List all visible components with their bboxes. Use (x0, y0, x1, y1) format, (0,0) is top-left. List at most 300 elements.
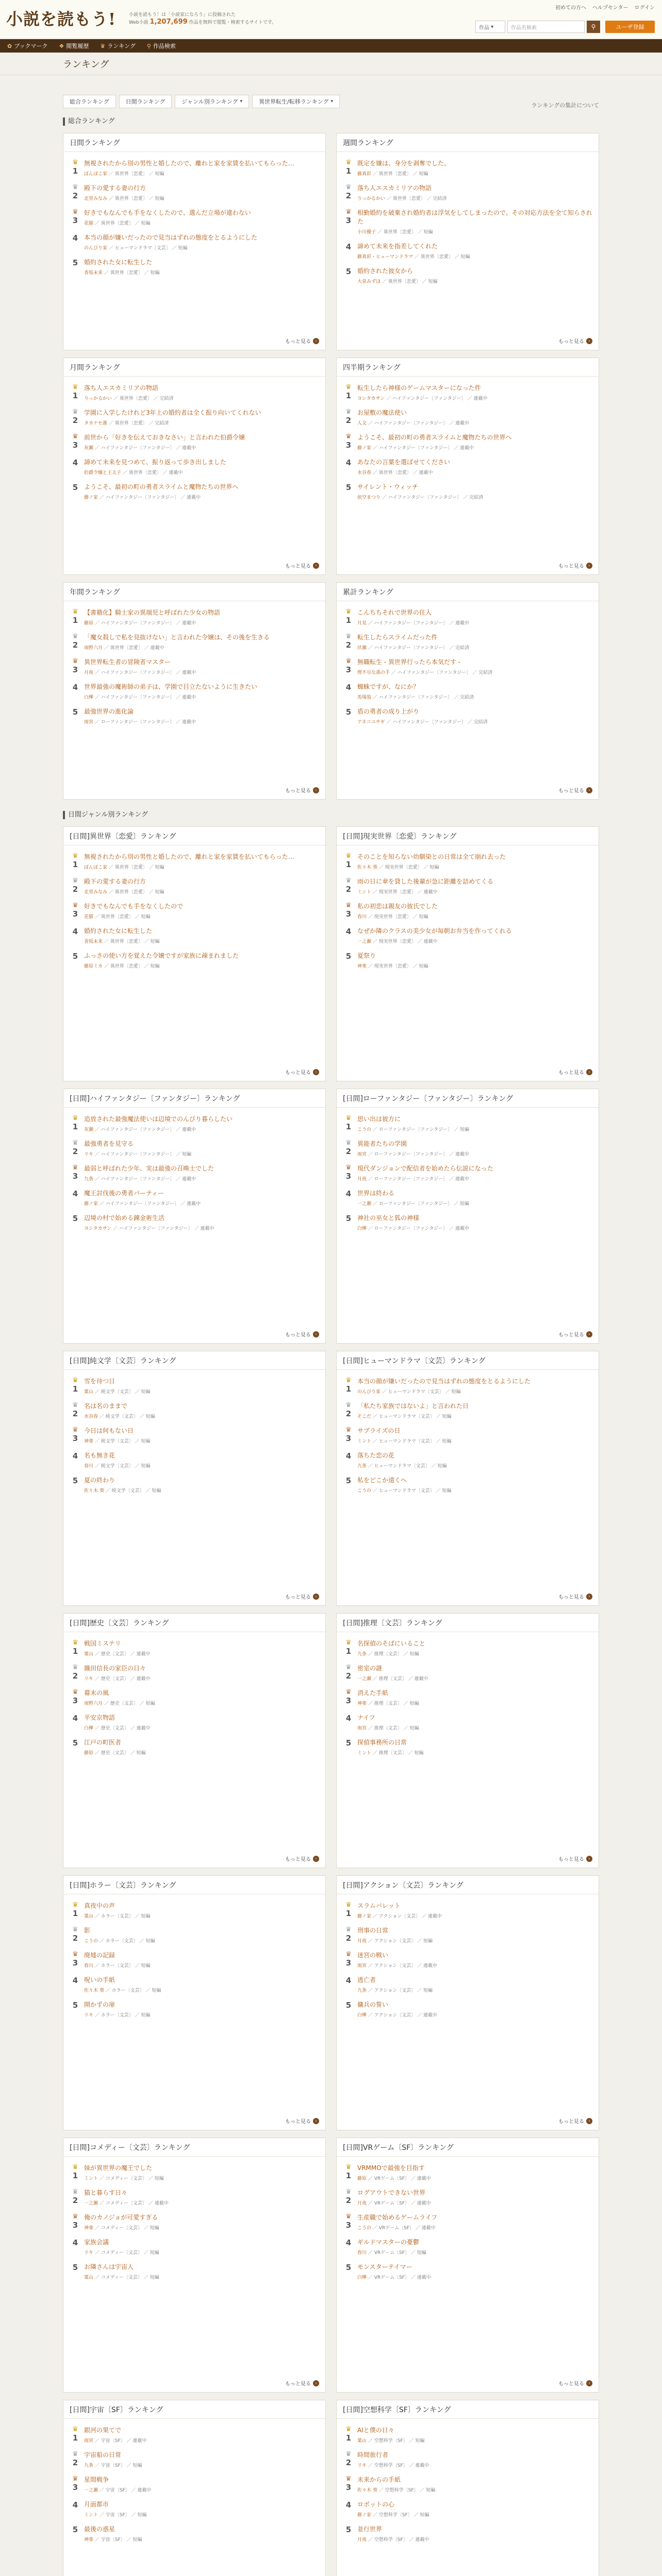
novel-title-link[interactable]: 最後の惑星 (84, 2526, 115, 2533)
novel-title-link[interactable]: 魔王討伐後の勇者パーティー (84, 1190, 164, 1197)
author-link[interactable]: 春川 (84, 1963, 94, 1969)
novel-title-link[interactable]: 夏の終わり (84, 1477, 115, 1484)
more-link[interactable] (285, 1330, 319, 1338)
author-link[interactable]: 藤ノ家 (357, 446, 372, 451)
meta-separator: ／ (112, 396, 120, 401)
author-link[interactable]: 小川優子 (357, 230, 376, 235)
novel-title-link[interactable]: 月面都市 (84, 2501, 109, 2508)
author-link[interactable]: 月夜 (357, 2201, 367, 2206)
novel-title-link[interactable]: 無職転生 - 異世界行ったら本気だす - (357, 658, 461, 666)
author-link[interactable]: 白樺 (84, 1726, 94, 1731)
ranking-card (63, 2400, 326, 2576)
more-link[interactable] (558, 2379, 592, 2387)
author-link[interactable]: リキ (84, 2250, 94, 2256)
nav-search[interactable] (147, 42, 176, 50)
novel-title-link[interactable]: 諦めて未来を見つめて、振り返って歩き出しました (84, 459, 226, 466)
author-link[interactable]: 藤ノ家 (84, 1201, 98, 1207)
author-link[interactable]: ミント (84, 2176, 98, 2181)
novel-title-link[interactable]: 思い出は彼方に (357, 1115, 401, 1123)
meta-separator: ／ (142, 2250, 150, 2256)
meta-separator: ／ (174, 720, 182, 725)
author-link[interactable]: 一之瀬 (84, 2488, 98, 2493)
author-link[interactable]: 雨宮 (357, 1963, 367, 1969)
rank-badge (342, 384, 355, 401)
header-search (475, 21, 600, 33)
novel-title-link[interactable]: 家族会議 (84, 2239, 109, 2246)
novel-title-link[interactable]: 「私たち家族ではないよ」と言われた日 (357, 1402, 469, 1410)
novel-title-link[interactable]: 本当の顔が嫌いだったので見当はずれの態度をとるようにした (357, 1378, 531, 1385)
author-link[interactable]: 伯爵令嬢と王太子 (84, 470, 122, 476)
ranking-entry (63, 1476, 325, 1494)
author-link[interactable]: 佐々木 葵 (84, 1488, 104, 1494)
author-link[interactable]: 香坂未来 (84, 270, 103, 276)
novel-title-link[interactable]: 学園に入学したけれど3年上の婚約者は全く振り向いてくれない (84, 409, 261, 416)
author-link[interactable]: 花猫 (84, 914, 94, 920)
ranking-help-link[interactable]: ランキングの集計について (531, 102, 599, 109)
author-link[interactable]: りっかるかい (84, 396, 112, 401)
top-link-help[interactable]: ヘルプセンター (592, 5, 628, 11)
novel-title-link[interactable]: 世界は終わる (357, 1190, 395, 1197)
author-link[interactable]: ヨシタカサン (84, 1226, 112, 1231)
crown-icon: ♛ (72, 2188, 78, 2196)
novel-meta (357, 228, 593, 235)
author-link[interactable]: りっかるかい (357, 196, 386, 201)
meta-separator: ／ (416, 1988, 424, 1993)
rank-number: 2 (345, 2458, 352, 2467)
novel-title-link[interactable]: ギルドマスターの憂鬱 (357, 2239, 419, 2246)
status-label: 短編 (419, 172, 428, 177)
genre-label: 現実世界〔恋愛〕 (378, 890, 416, 895)
status-label: 短編 (133, 2537, 142, 2543)
novel-title-link[interactable]: 影 (84, 1927, 91, 1934)
novel-title-link[interactable]: 名も無き花 (84, 1452, 115, 1459)
author-link[interactable]: 藤原 (84, 621, 94, 626)
genre-label: 空想科学〔SF〕 (374, 2438, 408, 2444)
author-link[interactable]: リキ (357, 2463, 367, 2468)
author-link[interactable]: 香坂未来 (84, 939, 103, 944)
author-link[interactable]: 依空まつり (357, 495, 381, 500)
novel-title-link[interactable]: 迷宮の戦い (357, 1952, 389, 1959)
novel-title-link[interactable]: 織田信長の家臣の日々 (84, 1665, 146, 1672)
author-link[interactable]: 月夜 (357, 2537, 367, 2543)
author-link[interactable]: 藤原 (84, 1751, 94, 1756)
entry-body (82, 1214, 320, 1231)
top-link-login[interactable]: ログイン (634, 5, 655, 11)
more-label: もっと見る (558, 2381, 584, 2387)
author-link[interactable]: 雨宮 (357, 1152, 367, 1157)
author-link[interactable]: タカナセ蓮 (84, 421, 107, 426)
register-button[interactable] (605, 21, 655, 33)
novel-title-link[interactable]: 無視されたから別の男性と婚したので、離れと家を家賃を払いてもらった… (84, 853, 294, 860)
novel-title-link[interactable]: ログアウトできない世界 (357, 2189, 426, 2196)
novel-title-link[interactable]: 並行世界 (357, 2526, 383, 2533)
author-link[interactable]: 月夜 (357, 1177, 367, 1182)
author-link[interactable]: 伏瀬 (357, 646, 367, 651)
novel-title-link[interactable]: 開かずの扉 (84, 2001, 115, 2008)
tab-isekai[interactable] (252, 95, 340, 108)
author-link[interactable]: ぽんぽこ家 (84, 172, 108, 177)
more-link[interactable] (558, 1068, 592, 1076)
author-link[interactable]: 神楽 (357, 964, 367, 969)
author-link[interactable]: 北里みなみ (84, 890, 108, 895)
author-link[interactable]: こうの (357, 1488, 372, 1494)
more-link[interactable] (285, 1855, 319, 1862)
ranking-entry (63, 1189, 325, 1207)
author-link[interactable]: ヨシタカサン (357, 396, 385, 401)
author-link[interactable]: そこだ (357, 1414, 372, 1419)
meta-separator: ／ (367, 2013, 374, 2018)
ranking-entry (63, 1689, 325, 1706)
author-link[interactable]: 白樺 (357, 2013, 367, 2018)
novel-title-link[interactable]: 名は名のままで (84, 1402, 128, 1410)
status-label: 短編 (423, 1939, 433, 1944)
novel-title-link[interactable]: お屋敷の魔法使い (357, 409, 407, 416)
rank-number: 2 (72, 2458, 78, 2467)
status-label: 連載中 (136, 1676, 151, 1682)
arrow-right-icon: › (586, 1856, 592, 1862)
author-link[interactable]: 九条 (84, 1177, 94, 1182)
more-link[interactable] (285, 337, 319, 345)
novel-title-link[interactable]: 呪いの手紙 (84, 1976, 115, 1984)
novel-title-link[interactable]: 既定を嫌は、身分を剥奪でした。 (357, 160, 451, 167)
novel-title-link[interactable]: 落ち人エスカミリアの物語 (84, 384, 159, 392)
author-link[interactable]: 葉山 (84, 2275, 94, 2280)
novel-title-link[interactable]: 猫と暮らす日々 (84, 2189, 128, 2196)
meta-separator: ／ (411, 914, 419, 920)
novel-title-link[interactable]: AIと僕の日々 (357, 2427, 394, 2434)
novel-meta (84, 2511, 320, 2518)
novel-title-link[interactable]: 落ち人エスカミリアの物語 (357, 184, 432, 192)
novel-title-link[interactable]: 異能者たちの学園 (357, 1140, 407, 1147)
author-link[interactable]: ミント (357, 1751, 372, 1756)
author-link[interactable]: 雨宮 (84, 720, 94, 725)
author-link[interactable]: 理不尽な孫の手 (357, 670, 390, 675)
novel-title-link[interactable]: 戦国ミステリ (84, 1640, 121, 1647)
novel-title-link[interactable]: 婚約された彼女から (357, 267, 413, 275)
novel-title-link[interactable]: 最強勇者を見守る (84, 1140, 134, 1147)
ranking-entry (337, 902, 599, 920)
author-link[interactable]: 水谷春 (357, 470, 372, 476)
author-link[interactable]: 月夜 (84, 670, 94, 675)
author-link[interactable]: 葉山 (84, 1652, 94, 1657)
novel-title-link[interactable]: 殿下の愛する妻の行方 (84, 878, 146, 885)
tagline-suffix: 作品を無料で閲覧・検索するサイトです。 (189, 20, 277, 25)
author-link[interactable]: 雨野六月 (84, 1701, 103, 1706)
novel-title-link[interactable]: お隣さんは宇宙人 (84, 2263, 134, 2270)
tab-daily[interactable] (119, 95, 172, 108)
author-link[interactable]: 一之瀬 (357, 939, 372, 944)
novel-title-link[interactable]: 無視されたから別の男性と婚したので、離れと家を家賃を払いてもらった… (84, 160, 294, 167)
meta-separator: ／ (98, 1201, 106, 1207)
arrow-right-icon: › (313, 1856, 319, 1862)
novel-title-link[interactable]: 私をどこか遠くへ (357, 1477, 407, 1484)
more-link[interactable] (558, 562, 592, 569)
ranking-card (63, 2138, 326, 2393)
author-link[interactable]: のんびり家 (357, 1389, 381, 1395)
author-link[interactable]: 神楽 (84, 2537, 94, 2543)
author-link[interactable]: リキ (84, 1152, 94, 1157)
author-link[interactable]: 九条 (357, 1988, 367, 1993)
author-link[interactable]: 春川 (84, 1464, 94, 1469)
entry-body (355, 1451, 593, 1469)
novel-title-link[interactable]: ナイフ (357, 1714, 375, 1721)
genre-label: 空想科学〔SF〕 (374, 2463, 408, 2468)
author-link[interactable]: 花猫 (84, 221, 94, 226)
author-link[interactable]: 灰瀬 (84, 446, 94, 451)
crown-icon: ♛ (345, 408, 352, 416)
novel-title-link[interactable]: 時間旅行者 (357, 2451, 389, 2459)
author-link[interactable]: アネコユサギ (357, 720, 385, 725)
author-link[interactable]: 一之瀬 (357, 1201, 372, 1207)
rank-number: 5 (345, 2263, 352, 2272)
novel-title-link[interactable]: こんちちそれで世界の住人 (357, 609, 432, 616)
nav-history[interactable] (59, 42, 89, 50)
novel-title-link[interactable]: 雨の日に傘を貸した後輩が急に距離を詰めてくる (357, 878, 494, 885)
novel-meta (84, 938, 320, 944)
author-link[interactable]: 藤ノ家 (357, 1914, 372, 1919)
novel-title-link[interactable]: 逃亡者 (357, 1976, 376, 1984)
author-link[interactable]: 白樺 (357, 2275, 367, 2280)
author-link[interactable]: ミント (357, 890, 372, 895)
author-link[interactable]: 春川 (357, 2250, 367, 2256)
author-link[interactable]: 白樺 (84, 695, 94, 700)
author-link[interactable]: 水谷春 (84, 1414, 98, 1419)
ranking-entry (337, 877, 599, 895)
novel-meta (357, 913, 593, 920)
meta-separator: ／ (367, 1226, 374, 1231)
novel-title-link[interactable]: サプライズの日 (357, 1427, 401, 1434)
novel-title-link[interactable]: ロボットの心 (357, 2501, 395, 2508)
novel-title-link[interactable]: 廃墟の記録 (84, 1952, 115, 1959)
author-link[interactable]: 藤ノ家 (357, 2513, 372, 2518)
entry-body (82, 2238, 320, 2256)
author-link[interactable]: 藤真彩・ヒューマンドラマ (357, 255, 413, 260)
author-link[interactable]: 九条 (84, 2463, 94, 2468)
author-link[interactable]: 藤原ミカ (84, 964, 103, 969)
novel-title-link[interactable]: 未来からの手紙 (357, 2476, 401, 2483)
author-link[interactable]: 月見 (357, 621, 367, 626)
novel-title-link[interactable]: 妹が異世界の魔王でした (84, 2164, 153, 2172)
novel-title-link[interactable]: 銀河の果てで (84, 2427, 122, 2434)
meta-separator: ／ (466, 396, 474, 401)
more-link[interactable] (558, 786, 592, 794)
novel-title-link[interactable]: 世界最強の魔術師の弟子は、学園で目立たないように生きたい (84, 683, 258, 690)
tab-overall[interactable] (63, 95, 116, 108)
novel-title-link[interactable]: 婚約された女に転生した (84, 927, 153, 935)
author-link[interactable]: ぽんぽこ家 (84, 865, 108, 870)
novel-title-link[interactable]: そのことを知らない幼馴染との日常は全て崩れ去った (357, 853, 506, 860)
author-link[interactable]: 葉山 (84, 1389, 94, 1395)
search-button[interactable] (587, 21, 600, 33)
author-link[interactable]: 月夜 (357, 1939, 367, 1944)
novel-title-link[interactable]: 消えた手紙 (357, 1689, 389, 1697)
meta-separator: ／ (93, 914, 101, 920)
novel-title-link[interactable]: 平安京物語 (84, 1714, 115, 1721)
author-link[interactable]: 神楽 (84, 1439, 94, 1444)
author-link[interactable]: 一之瀬 (357, 1676, 372, 1682)
status-label: 短編 (419, 964, 428, 969)
novel-title-link[interactable]: 名探偵のそばにいること (357, 1640, 426, 1647)
novel-title-link[interactable]: 密室の謎 (357, 1665, 383, 1672)
novel-title-link[interactable]: 江戸の町医者 (84, 1739, 122, 1746)
novel-title-link[interactable]: 殿下の愛する妻の行方 (84, 184, 146, 192)
novel-title-link[interactable]: 現代ダンジョンで配信者を始めたら伝説になった (357, 1165, 493, 1172)
author-link[interactable]: 神楽 (357, 1701, 367, 1706)
entry-body (82, 1976, 320, 1993)
nav-ranking[interactable] (100, 42, 136, 50)
novel-title-link[interactable]: 最弱と呼ばれた少年、実は最強の召喚士でした (84, 1165, 214, 1172)
novel-title-link[interactable]: 真夜中の声 (84, 1902, 115, 1909)
novel-title-link[interactable]: 夏祭り (357, 952, 376, 959)
status-label: 短編 (137, 2513, 147, 2518)
top-link-guide[interactable]: 初めての方へ (555, 5, 586, 11)
novel-title-link[interactable]: 今日は何もない日 (84, 1427, 134, 1434)
author-link[interactable]: こうの (84, 1939, 98, 1944)
author-link[interactable]: 雨宮 (357, 1726, 367, 1731)
author-link[interactable]: 九条 (357, 1652, 367, 1657)
author-link[interactable]: のんびり家 (84, 246, 108, 251)
author-link[interactable]: 藤真彩 (357, 172, 372, 177)
novel-title-link[interactable]: 蜘蛛ですが、なにか？ (357, 683, 420, 690)
author-link[interactable]: こうの (357, 2226, 372, 2231)
meta-separator: ／ (371, 1414, 379, 1419)
novel-title-link[interactable]: 探偵事務所の日常 (357, 1739, 407, 1746)
author-link[interactable]: 葉山 (357, 2438, 367, 2444)
author-link[interactable]: 春川 (357, 914, 367, 920)
author-link[interactable]: 神楽 (84, 2226, 94, 2231)
novel-title-link[interactable]: 【書籍化】騎士家の異端児と呼ばれた少女の物語 (84, 609, 221, 616)
novel-title-link[interactable]: 「魔女殺しで私を見抜けない」と言われた令嬢は、その後を生きる (84, 634, 270, 641)
novel-title-link[interactable]: 辺境の村で始める錬金術生活 (84, 1214, 165, 1222)
author-link[interactable]: 雨野六月 (84, 646, 103, 651)
more-link[interactable] (558, 1855, 592, 1862)
more-link[interactable] (285, 1068, 319, 1076)
novel-title-link[interactable]: あなたの言葉を選ばせてください (357, 459, 451, 466)
site-logo[interactable] (6, 5, 116, 31)
author-link[interactable]: 灰瀬 (84, 1127, 94, 1132)
novel-title-link[interactable]: 幕末の風 (84, 1689, 109, 1697)
novel-title-link[interactable]: 最強世界の進化論 (84, 708, 134, 715)
genre-label: 異世界〔恋愛〕 (110, 646, 143, 651)
crown-icon: ♛ (72, 1139, 78, 1147)
novel-title-link[interactable]: 本当の顔が嫌いだったので見当はずれの態度をとるようにした (84, 234, 258, 241)
more-link[interactable] (285, 1592, 319, 1600)
search-input[interactable] (507, 21, 585, 33)
novel-title-link[interactable]: スラムバレット (357, 1902, 401, 1909)
novel-title-link[interactable]: 俺のカノジョが可愛すぎる (84, 2214, 158, 2221)
novel-title-link[interactable]: ふっさの使い方を覚えた令嬢ですが家族に疎まれました (84, 952, 239, 959)
author-link[interactable]: 佐々木 葵 (357, 2488, 377, 2493)
author-link[interactable]: リキ (84, 1676, 94, 1682)
novel-title-link[interactable]: 好きでもなんでも手をなくしたので (84, 903, 184, 910)
novel-title-link[interactable]: 好きでもなんでも手をなくしたので、選んだ立場が違わない (84, 209, 251, 216)
meta-separator: ／ (107, 890, 115, 895)
more-link[interactable] (285, 786, 319, 794)
crown-icon: ♛ (72, 183, 78, 191)
novel-title-link[interactable]: 生産職で始めるゲームライフ (357, 2214, 438, 2221)
author-link[interactable]: 佐々木 葵 (357, 865, 377, 870)
tab-genre[interactable] (175, 95, 249, 108)
author-link[interactable]: 九条 (357, 1464, 367, 1469)
novel-title-link[interactable]: 転生したら神様のゲームマスターになった件 (357, 384, 481, 392)
section-overall-heading: 総合ランキング (63, 117, 599, 126)
novel-title-link[interactable]: 婚約された女に転生した (84, 259, 153, 266)
novel-title-link[interactable]: 前世から「好きを伝えておきなさい」と言われた伯爵令嬢 (84, 434, 245, 441)
novel-title-link[interactable]: 諦めて未来を指差してくれた (357, 243, 438, 250)
meta-separator: ／ (142, 270, 151, 276)
meta-separator: ／ (416, 939, 424, 944)
author-link[interactable]: 葉山 (84, 1914, 94, 1919)
more-link[interactable] (558, 1592, 592, 1600)
novel-title-link[interactable]: 刑事の日常 (357, 1927, 389, 1934)
rank-badge (342, 877, 355, 895)
novel-title-link[interactable]: 星間戦争 (84, 2476, 109, 2483)
genre-label: ヒューマンドラマ〔文芸〕 (374, 1464, 430, 1469)
novel-title-link[interactable]: 盾の勇者の成り上がり (357, 708, 420, 715)
novel-title-link[interactable]: 追放された最強魔法使いは辺境でのんびり暮らしたい (84, 1115, 233, 1123)
more-link[interactable] (558, 337, 592, 345)
author-link[interactable]: 一之瀬 (84, 2201, 98, 2206)
novel-title-link[interactable]: 転生したらスライムだった件 (357, 634, 438, 641)
more-link[interactable] (558, 2117, 592, 2125)
novel-title-link[interactable]: モンスターテイマー (357, 2263, 412, 2270)
novel-title-link[interactable]: 宇宙船の日常 (84, 2451, 122, 2459)
meta-separator: ／ (174, 1177, 183, 1182)
novel-title-link[interactable]: 雪を待つ日 (84, 1378, 115, 1385)
more-link[interactable] (558, 1330, 592, 1338)
novel-title-link[interactable]: 異世界転生者の冒険者マスター (84, 658, 171, 666)
nav-bookmark[interactable] (7, 42, 47, 50)
more-link[interactable] (285, 562, 319, 569)
author-link[interactable]: 大泉みずほ (357, 279, 381, 284)
novel-title-link[interactable]: 相勤婚約を破棄され婚約者は浮気をしてしまったので、その対応方法を全て知らされた (357, 209, 592, 225)
novel-meta (84, 2011, 320, 2018)
ranking-card-title: [日間]ヒューマンドラマ〔文芸〕ランキング (337, 1351, 599, 1370)
novel-title-link[interactable]: 私の初恋は親友の彼氏でした (357, 903, 438, 910)
author-link[interactable]: ミント (357, 1439, 372, 1444)
author-link[interactable]: 雨宮 (84, 2438, 94, 2444)
novel-title-link[interactable]: 傭兵の誓い (357, 2001, 389, 2008)
more-link[interactable] (285, 2117, 319, 2125)
author-link[interactable]: 藤ノ家 (84, 495, 98, 500)
author-link[interactable]: 人文 (357, 421, 367, 426)
author-link[interactable]: 白樺 (357, 1226, 367, 1231)
novel-title-link[interactable]: 神社の巫女と狐の神様 (357, 1214, 420, 1222)
novel-title-link[interactable]: 落ちた恋の花 (357, 1452, 395, 1459)
more-link[interactable] (285, 2379, 319, 2387)
author-link[interactable]: こうの (357, 1127, 372, 1132)
status-label: 連載中 (169, 470, 183, 476)
rank-number: 1 (72, 1122, 78, 1131)
meta-separator: ／ (453, 255, 461, 260)
novel-meta (84, 1937, 320, 1944)
genre-label: ハイファンタジー〔ファンタジー〕 (374, 621, 448, 626)
rank-badge (342, 1476, 355, 1494)
author-link[interactable]: 北里みなみ (84, 196, 108, 201)
author-link[interactable]: ミント (84, 2513, 98, 2518)
author-link[interactable]: 佐々木 葵 (84, 1988, 104, 1993)
novel-title-link[interactable]: ようこそ、最初の町の勇者スライムと魔物たちの世界へ (84, 483, 239, 490)
author-link[interactable]: リキ (84, 2013, 94, 2018)
author-link[interactable]: 藤原 (357, 2176, 367, 2181)
entry-body (82, 1951, 320, 1969)
novel-title-link[interactable]: VRMMOで最強を目指す (357, 2164, 425, 2172)
novel-title-link[interactable]: サイレント・ウィッチ (357, 483, 419, 490)
novel-title-link[interactable]: ようこそ、最初の町の勇者スライムと魔物たちの世界へ (357, 434, 512, 441)
novel-title-link[interactable]: なぜか隣のクラスの美少女が毎朝お弁当を作ってくれる (357, 927, 512, 935)
search-type-select[interactable]: 作品 ▾ (475, 21, 505, 33)
author-link[interactable]: 馬場翁 (357, 695, 372, 700)
